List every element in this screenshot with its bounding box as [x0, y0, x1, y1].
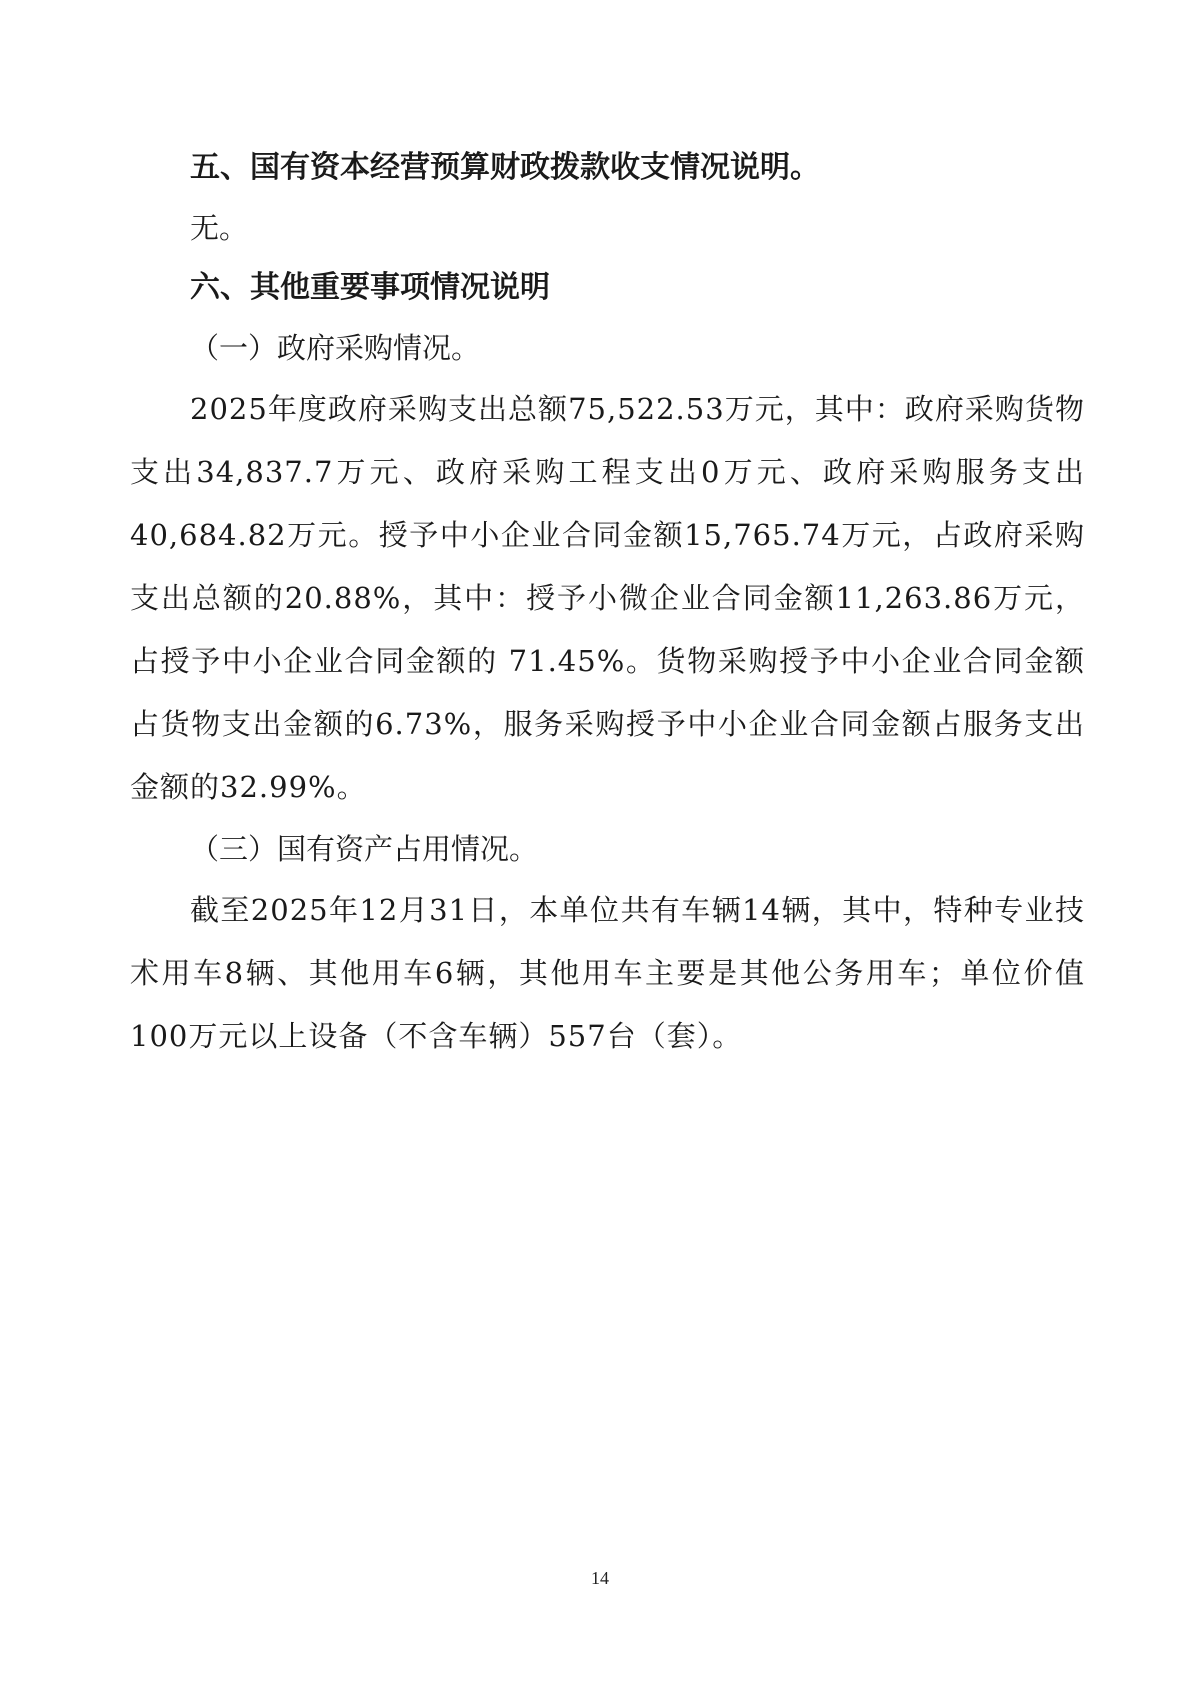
section-5-body: 无。 [190, 211, 249, 245]
section-6-heading: 六、其他重要事项情况说明 [190, 270, 550, 305]
page-content [130, 138, 1085, 1068]
subsection-3-heading: （三）国有资产占用情况。 [190, 832, 539, 866]
subsection-1-heading: （一）政府采购情况。 [190, 331, 481, 365]
section-5-heading: 五、国有资本经营预算财政拨款收支情况说明。 [190, 150, 820, 185]
subsection-1-body: 2025年度政府采购支出总额75,522.53万元，其中：政府采购货物支出34,837.7万元、政府采购工程支出0万元、政府采购服务支出40,684.82万元。授予中小企业合同金额15,765.74万元，占政府采购支出总额的20.88%，其中：授予小微企业合同金额11,263.86万元，占授予中小企业合同金额的 71.45%。货物采购授予中小企业合同金额占货物支出金额的6.73%，服务采购授予中小企业合同金额占服务支出金额的32.99%。 [130, 392, 1085, 804]
subsection-3-body: 截至2025年12月31日，本单位共有车辆14辆，其中，特种专业技术用车8辆、其他用车6辆，其他用车主要是其他公务用车；单位价值100万元以上设备（不含车辆）557台（套）。 [130, 893, 1085, 1053]
page-number: 14 [591, 1568, 609, 1588]
